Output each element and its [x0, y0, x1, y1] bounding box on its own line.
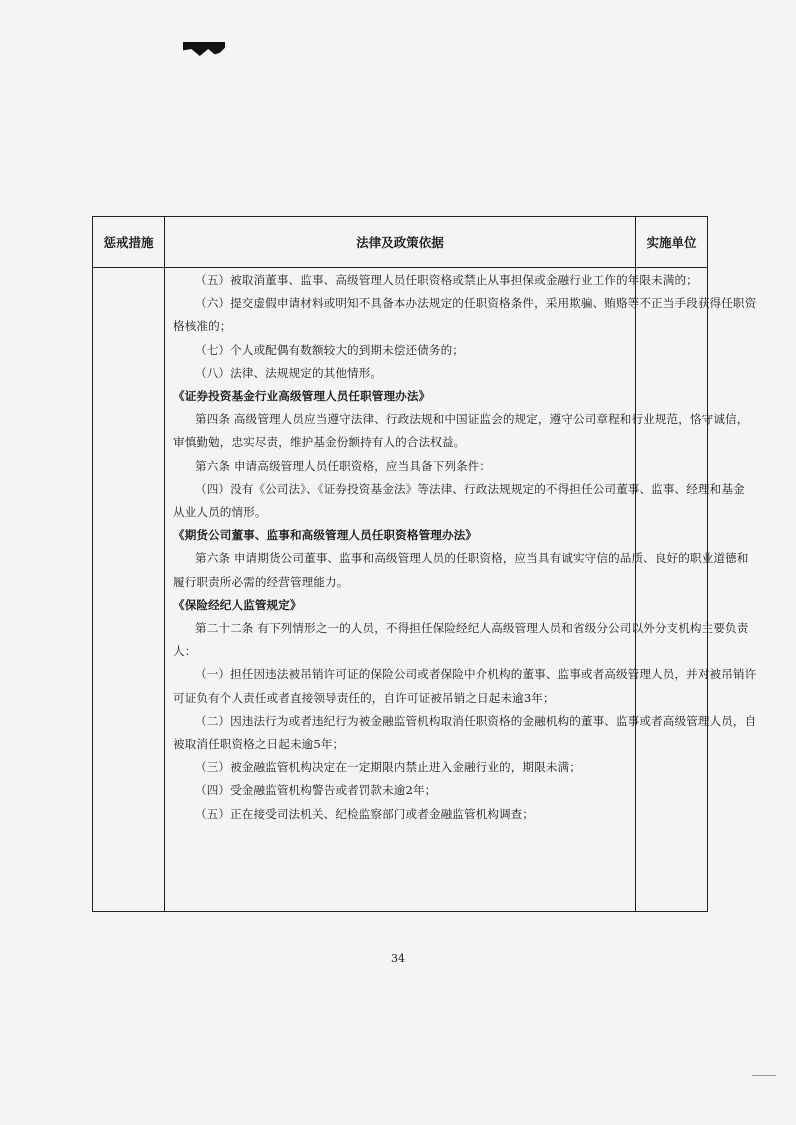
text-line: （五）正在接受司法机关、纪检监察部门或者金融监管机构调查；: [195, 806, 535, 821]
text-line: 履行职责所必需的经营管理能力。: [173, 574, 349, 589]
scan-edge-artifact: [752, 1075, 776, 1084]
text-line: 第二十二条 有下列情形之一的人员，不得担任保险经纪人高级管理人员和省级分公司以外分支机构主要负责: [195, 621, 749, 636]
text-line: 第四条 高级管理人员应当遵守法律、行政法规和中国证监会的规定，遵守公司章程和行业规范，恪守诚信，: [195, 412, 749, 427]
text-line: （三）被金融监管机构决定在一定期限内禁止进入金融行业的，期限未满；: [195, 760, 581, 775]
text-line: 可证负有个人责任或者直接领导责任的，自许可证被吊销之日起未逾3年；: [173, 690, 555, 705]
header-legal-basis: 法律及政策依据: [165, 217, 636, 268]
text-line: 被取消任职资格之日起未逾5年；: [173, 737, 345, 752]
text-line: （五）被取消董事、监事、高级管理人员任职资格或禁止从事担保或金融行业工作的年限未满的；: [195, 273, 698, 287]
legal-basis-cell: [165, 268, 757, 912]
header-implementing-unit: 实施单位: [636, 217, 708, 268]
text-line: （六）提交虚假申请材料或明知不具备本办法规定的任职资格条件，采用欺骗、贿赂等不正当手段获得任职资: [195, 296, 757, 311]
regulation-title: 《保险经纪人监管规定》: [173, 597, 302, 612]
table-row: [93, 268, 708, 912]
regulation-title: 《期货公司董事、监事和高级管理人员任职资格管理办法》: [173, 528, 478, 543]
text-line: （七）个人或配偶有数额较大的到期未偿还债务的；: [195, 342, 464, 357]
regulation-title: 《证券投资基金行业高级管理人员任职管理办法》: [173, 389, 431, 404]
legal-basis-text: [165, 268, 757, 826]
page-number: 34: [391, 952, 405, 965]
text-line: （八）法律、法规规定的其他情形。: [195, 365, 383, 380]
text-line: 第六条 申请期货公司董事、监事和高级管理人员的任职资格，应当具有诚实守信的品质、良好的职业道德和: [195, 551, 749, 566]
text-line: （一）担任因违法被吊销许可证的保险公司或者保险中介机构的董事、监事或者高级管理人员，并对被吊销许: [195, 667, 757, 682]
text-line: （四）受金融监管机构警告或者罚款未逾2年；: [195, 783, 437, 798]
text-line: 格核准的；: [173, 319, 232, 334]
header-measures: 惩戒措施: [93, 217, 165, 268]
text-line: （二）因违法行为或者违纪行为被金融监管机构取消任职资格的金融机构的董事、监事或者高级管理人员，自: [195, 713, 757, 728]
scan-artifact-mark: [183, 42, 225, 56]
text-line: 第六条 申请高级管理人员任职资格，应当具备下列条件：: [195, 458, 492, 473]
text-line: （四）没有《公司法》、《证券投资基金法》等法律、行政法规规定的不得担任公司董事、监事、经理和基金: [195, 481, 745, 496]
text-line: 人：: [173, 644, 197, 659]
measures-cell: [93, 268, 165, 912]
table-header-row: [93, 217, 708, 268]
implementing-unit-cell: [636, 268, 708, 912]
text-line: 从业人员的情形。: [173, 505, 267, 520]
text-line: 审慎勤勉，忠实尽责，维护基金份额持有人的合法权益。: [173, 435, 466, 450]
policy-table: [92, 216, 757, 912]
